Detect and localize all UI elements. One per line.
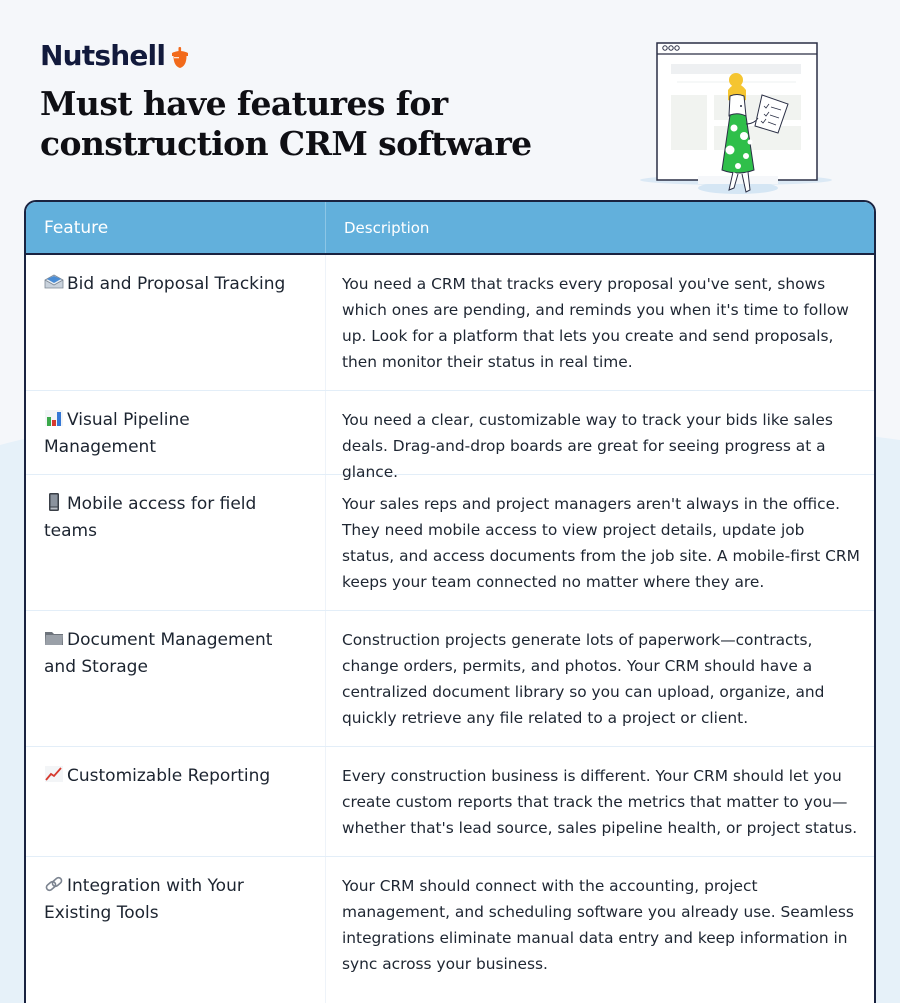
illustration-woman-with-checklist bbox=[638, 38, 838, 198]
feature-cell bbox=[26, 857, 326, 1003]
acorn-icon bbox=[171, 47, 189, 69]
mobile-phone-icon bbox=[44, 493, 64, 511]
description-cell: Your CRM should connect with the accounting, project management, and scheduling software you already use. Seamless integrations eliminate manual data entry and keep information in sync across your business. bbox=[342, 877, 854, 973]
incoming-envelope-icon bbox=[44, 273, 64, 291]
description-cell: You need a clear, customizable way to track your bids like sales deals. Drag-and-drop boards are great for seeing progress at a glance. bbox=[342, 411, 833, 481]
feature-name: Customizable Reporting bbox=[67, 766, 271, 786]
feature-cell bbox=[26, 611, 326, 746]
table-row bbox=[26, 857, 874, 1003]
table-row bbox=[26, 475, 874, 611]
folder-icon bbox=[44, 629, 64, 647]
feature-cell bbox=[26, 255, 326, 390]
table-row bbox=[26, 391, 874, 481]
title-line-1: Must have features for bbox=[40, 84, 448, 123]
features-table bbox=[24, 200, 876, 1003]
link-icon bbox=[44, 875, 64, 893]
description-cell: Every construction business is different. Your CRM should let you create custom reports that track the metrics that matter to you—whether that's lead source, sales pipeline health, or project status. bbox=[342, 767, 858, 837]
feature-name: Document Management and Storage bbox=[44, 630, 273, 677]
feature-cell bbox=[26, 475, 326, 610]
feature-name: Visual Pipeline Management bbox=[44, 410, 190, 457]
title-line-2: construction CRM software bbox=[40, 124, 532, 163]
table-row bbox=[26, 747, 874, 857]
description-cell: Your sales reps and project managers aren't always in the office. They need mobile access to view project details, update job status, and access documents from the job site. A mobile-first CRM keeps your team connected no matter where they are. bbox=[342, 495, 860, 591]
brand-logo bbox=[40, 38, 532, 72]
brand-name: Nutshell bbox=[40, 38, 166, 72]
feature-cell bbox=[26, 747, 326, 856]
description-cell: Construction projects generate lots of paperwork—contracts, change orders, permits, and photos. Your CRM should have a centralized document library so you can upload, organize, and quickly retrieve any file related to a project or client. bbox=[342, 631, 825, 727]
column-header-feature: Feature bbox=[26, 202, 326, 253]
table-row bbox=[26, 255, 874, 391]
bar-chart-icon bbox=[44, 409, 64, 427]
feature-name: Integration with Your Existing Tools bbox=[44, 876, 244, 923]
table-row bbox=[26, 611, 874, 747]
header bbox=[40, 38, 532, 164]
column-header-description: Description bbox=[344, 218, 430, 237]
description-cell: You need a CRM that tracks every proposal you've sent, shows which ones are pending, and reminds you when it's time to follow up. Look for a platform that lets you create and send proposals, then monitor their status in real time. bbox=[342, 275, 849, 371]
feature-cell bbox=[26, 391, 326, 474]
page-title bbox=[40, 84, 532, 164]
table-header bbox=[26, 202, 874, 255]
chart-increasing-icon bbox=[44, 765, 64, 783]
feature-name: Bid and Proposal Tracking bbox=[67, 274, 286, 294]
feature-name: Mobile access for field teams bbox=[44, 494, 257, 541]
